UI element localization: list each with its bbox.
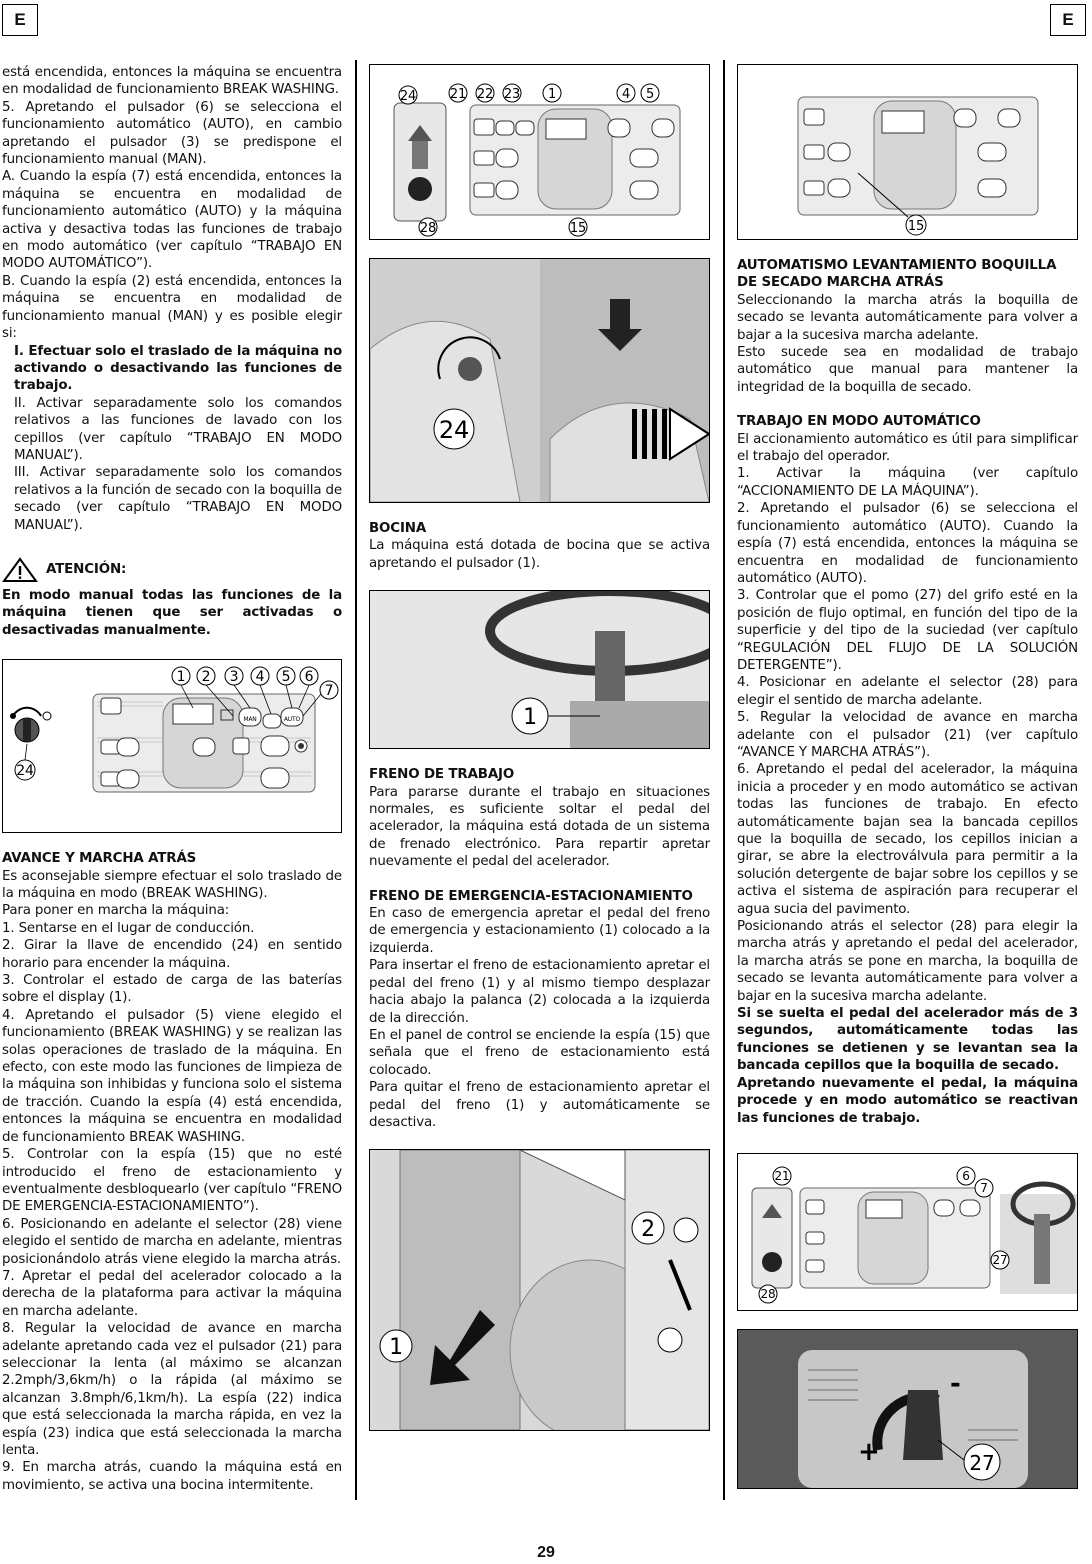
callout-4: 4: [621, 87, 631, 102]
control-panel-illustration: [3, 660, 341, 832]
callout-5: 5: [645, 87, 655, 102]
paragraph: En caso de emergencia apretar el pedal del freno de emergencia y estacionamiento (1) colocado a la izquierda.: [369, 906, 710, 956]
callout-2: 2: [201, 669, 211, 686]
callout-4: 4: [255, 669, 265, 686]
callout-27: 27: [992, 1252, 1008, 1267]
page-number: 29: [537, 1544, 555, 1561]
warning-icon: [2, 557, 38, 583]
column-3: [737, 64, 1078, 1489]
callout-24: 24: [16, 763, 34, 780]
paragraph: 3. Controlar que el pomo (27) del grifo esté en la posición de flujo optimal, en función del tipo de la superficie y del tipo de la suciedad (ver capítulo “REGULACIÓN DEL FLUJO DE LA SOLUCIÓN DETERGENTE”).: [737, 588, 1078, 673]
auto-mode-illustration: [738, 1154, 1077, 1310]
panel-parking-illustration: [738, 65, 1077, 239]
horn-button-photo: [369, 590, 710, 749]
attention-heading: [2, 557, 342, 583]
language-tag-right: E: [1050, 4, 1086, 36]
column-2: [369, 64, 710, 1431]
paragraph: está encendida, entonces la máquina se encuentra en modalidad de funcionamiento BREAK WASHING.: [2, 65, 342, 98]
bold-note: Apretando nuevamente el pedal, la máquina procede y en modo automático se reactivan las funciones de trabajo.: [737, 1075, 1078, 1126]
panel-with-selector-illustration: [370, 65, 709, 239]
emergency-brake-title: FRENO DE EMERGENCIA-ESTACIONAMIENTO: [369, 888, 693, 904]
paragraph: Seleccionando la marcha atrás la boquilla de secado se levanta automáticamente para volver a bajar a la sucesiva marcha adelante.: [737, 292, 1078, 343]
callout-5: 5: [281, 669, 291, 686]
paragraph: Para poner en marcha la máquina:: [2, 903, 230, 919]
callout-21: 21: [449, 87, 467, 102]
paragraph: 6. Posicionando en adelante el selector (28) viene elegido el sentido de marcha en adelante, mientras posicionándolo atrás viene elegido la marcha atrás.: [2, 1216, 342, 1267]
paragraph: 2. Girar la llave de encendido (24) en sentido horario para encender la máquina.: [2, 938, 342, 971]
callout-28: 28: [419, 221, 437, 236]
man-label: MAN: [243, 716, 257, 724]
control-panel-selector-figure: [369, 64, 710, 240]
minus-icon: -: [950, 1368, 961, 1399]
brake-pedal-illustration: [370, 1150, 709, 1430]
paragraph: Para pararse durante el trabajo en situaciones normales, es suficiente soltar el pedal del acelerador, la máquina está dotada de un sistema de frenado electrónico. Para repartir apretar nuevamente el pedal del acelerador.: [369, 784, 710, 870]
paragraph: 5. Regular la velocidad de avance en marcha adelante con el pulsador (21) (ver capítulo “AVANCE Y MARCHA ATRÁS”).: [737, 710, 1078, 760]
key-switch-photo: [369, 258, 710, 503]
paragraph: 2. Apretando el pulsador (6) se selecciona el funcionamiento automático (AUTO). Cuando la espía (7) está encendida, entonces la máquina se encuentra en modalidad de funcionamiento automático (AUTO).: [737, 501, 1078, 586]
callout-1: 1: [523, 705, 537, 731]
paragraph: A. Cuando la espía (7) está encendida, entonces la máquina se encuentra en modalidad de funcionamiento automático (AUTO) y la máquina activa y desactiva todas las funciones de trabajo en modo automático (ver capítulo “TRABAJO EN MODO AUTOMÁTICO”).: [2, 169, 342, 272]
callout-28: 28: [760, 1286, 776, 1301]
paragraph: Es aconsejable siempre efectuar el solo traslado de la máquina en modo (BREAK WASHING).: [2, 868, 342, 901]
attention-title: ATENCIÓN:: [46, 562, 127, 578]
section-title: AVANCE Y MARCHA ATRÁS: [2, 851, 197, 867]
callout-23: 23: [503, 87, 521, 102]
callout-3: 3: [229, 669, 239, 686]
paragraph: 1. Sentarse en el lugar de conducción.: [2, 920, 255, 936]
column-divider-2: [723, 60, 725, 1500]
callout-1: 1: [176, 669, 186, 686]
column-1: [2, 64, 342, 1494]
callout-7: 7: [324, 683, 334, 700]
callout-15: 15: [569, 221, 587, 236]
paragraph: Posicionando atrás el selector (28) para elegir la marcha atrás y apretando el pedal del acelerador, la marcha atrás se pone en marcha, la boquilla de secado se levanta automáticamente para volver a bajar en la sucesiva marcha adelante.: [737, 919, 1078, 1004]
callout-6: 6: [962, 1168, 970, 1183]
key-switch-illustration: [370, 259, 709, 502]
callout-15: 15: [907, 219, 925, 234]
attention-text: En modo manual todas las funciones de la máquina tienen que ser activadas o desactivadas manualmente.: [2, 587, 342, 638]
callout-1: 1: [389, 1335, 403, 1361]
option-ii: II. Activar separadamente solo los comandos relativos a las funciones de lavado con los cepillos (ver capítulo “TRABAJO EN MODO MANUAL”).: [14, 395, 342, 463]
paragraph: 7. Apretar el pedal del acelerador colocado a la derecha de la plataforma para activar la máquina en marcha adelante.: [2, 1268, 342, 1319]
column-divider-1: [355, 60, 357, 1500]
control-panel-figure: [2, 659, 342, 833]
option-i: I. Efectuar solo el traslado de la máquina no activando o desactivando las funciones de trabajo.: [14, 343, 342, 394]
auto-work-title: TRABAJO EN MODO AUTOMÁTICO: [737, 414, 981, 430]
paragraph: En el panel de control se enciende la espía (15) que señala que el freno de estacionamiento está colocado.: [369, 1027, 710, 1078]
paragraph: B. Cuando la espía (2) está encendida, entonces la máquina se encuentra en modalidad de funcionamiento manual (MAN) y es posible elegir si:: [2, 273, 342, 342]
paragraph: 4. Posicionar en adelante el selector (28) para elegir el sentido de marcha adelante.: [737, 675, 1078, 708]
auto-mode-figure: [737, 1153, 1078, 1311]
paragraph: Para insertar el freno de estacionamiento apretar el pedal del freno (1) y al mismo tiempo desplazar hacia abajo la palanca (2) colocada a la izquierda de la dirección.: [369, 958, 710, 1026]
parking-indicator-figure: [737, 64, 1078, 240]
auto-label: AUTO: [283, 716, 301, 724]
callout-21: 21: [774, 1168, 790, 1183]
flow-knob-illustration: [738, 1330, 1077, 1488]
plus-icon: +: [858, 1436, 880, 1467]
callout-6: 6: [304, 669, 314, 686]
callout-7: 7: [980, 1180, 988, 1195]
paragraph: 5. Apretando el pulsador (6) se selecciona el funcionamiento automático (AUTO), en cambio apretando el pulsador (3) se predispone el funcionamiento manual (MAN).: [2, 99, 342, 168]
flow-knob-photo: [737, 1329, 1078, 1489]
paragraph: 4. Apretando el pulsador (5) viene elegido el funcionamiento (BREAK WASHING) y se realizan las solas operaciones de traslado de la máquina. En efecto, con este modo las funciones de limpieza de la máquina son inhibidas y funciona solo el sistema de tracción. Cuando la espía (4) está encendida, entonces la máquina se encuentra en modalidad de funcionamiento BREAK WASHING.: [2, 1007, 342, 1145]
paragraph: El accionamiento automático es útil para simplificar el trabajo del operador.: [737, 431, 1078, 465]
option-iii: III. Activar separadamente solo los comandos relativos a la función de secado con la boquilla de secado (ver capítulo “TRABAJO EN MODO MANUAL”).: [14, 465, 342, 533]
brake-pedal-photo: [369, 1149, 710, 1431]
paragraph: 1. Activar la máquina (ver capítulo “ACCIONAMIENTO DE LA MÁQUINA”).: [737, 466, 1078, 499]
paragraph: 8. Regular la velocidad de avance en marcha adelante apretando cada vez el pulsador (21) para seleccionar la lenta (al máximo se alcanzan 2.2mph/3,6km/h) o la rápida (al máximo se alcanzan 3.8mph/6,1km/h). La espía (22) indica que está seleccionada la marcha rápida, en vez la espía (23) indica que está seleccionada la marcha lenta.: [2, 1321, 342, 1458]
bold-note: Si se suelta el pedal del acelerador más de 3 segundos, automáticamente todas las funciones se detienen y se levantan sea la bancada cepillos que la boquilla de secado.: [737, 1006, 1078, 1074]
paragraph: Para quitar el freno de estacionamiento apretar el pedal del freno (1) y automáticamente se desactiva.: [369, 1080, 710, 1130]
paragraph: 5. Controlar con la espía (15) que no esté introducido el freno de estacionamiento y eventualmente desbloquearlo (ver capítulo “FRENO DE EMERGENCIA-ESTACIONAMIENTO”).: [2, 1147, 342, 1215]
paragraph: La máquina está dotada de bocina que se activa apretando el pulsador (1).: [369, 538, 710, 571]
callout-22: 22: [476, 87, 494, 102]
paragraph: 3. Controlar el estado de carga de las baterías sobre el display (1).: [2, 973, 342, 1006]
steering-wheel-illustration: [370, 591, 709, 748]
callout-27: 27: [969, 1450, 995, 1475]
auto-lift-title: AUTOMATISMO LEVANTAMIENTO BOQUILLA DE SECADO MARCHA ATRÁS: [737, 258, 1057, 291]
callout-24: 24: [438, 416, 470, 444]
callout-24: 24: [399, 89, 417, 104]
language-tag-left: E: [2, 4, 38, 36]
freno-title: FRENO DE TRABAJO: [369, 767, 515, 783]
paragraph: 9. En marcha atrás, cuando la máquina está en movimiento, se activa una bocina intermitente.: [2, 1460, 342, 1493]
paragraph: Esto sucede sea en modalidad de trabajo automático que manual para mantener la integridad de la boquilla de secado.: [737, 345, 1078, 395]
bocina-title: BOCINA: [369, 521, 427, 536]
paragraph: 6. Apretando el pedal del acelerador, la máquina inicia a proceder y en modo automático se activan todas las funciones de trabajo. En efecto automáticamente bajan sea la bancada cepillos que la boquilla de secado, los cepillos inician a girar, se abre la electroválvula para permitir a la solución detergente de bajar sobre los cepillos y se activa el sistema de aspiración para recuperar el agua sucia del pavimento.: [737, 762, 1078, 917]
callout-2: 2: [641, 1217, 655, 1243]
callout-1: 1: [547, 87, 557, 102]
